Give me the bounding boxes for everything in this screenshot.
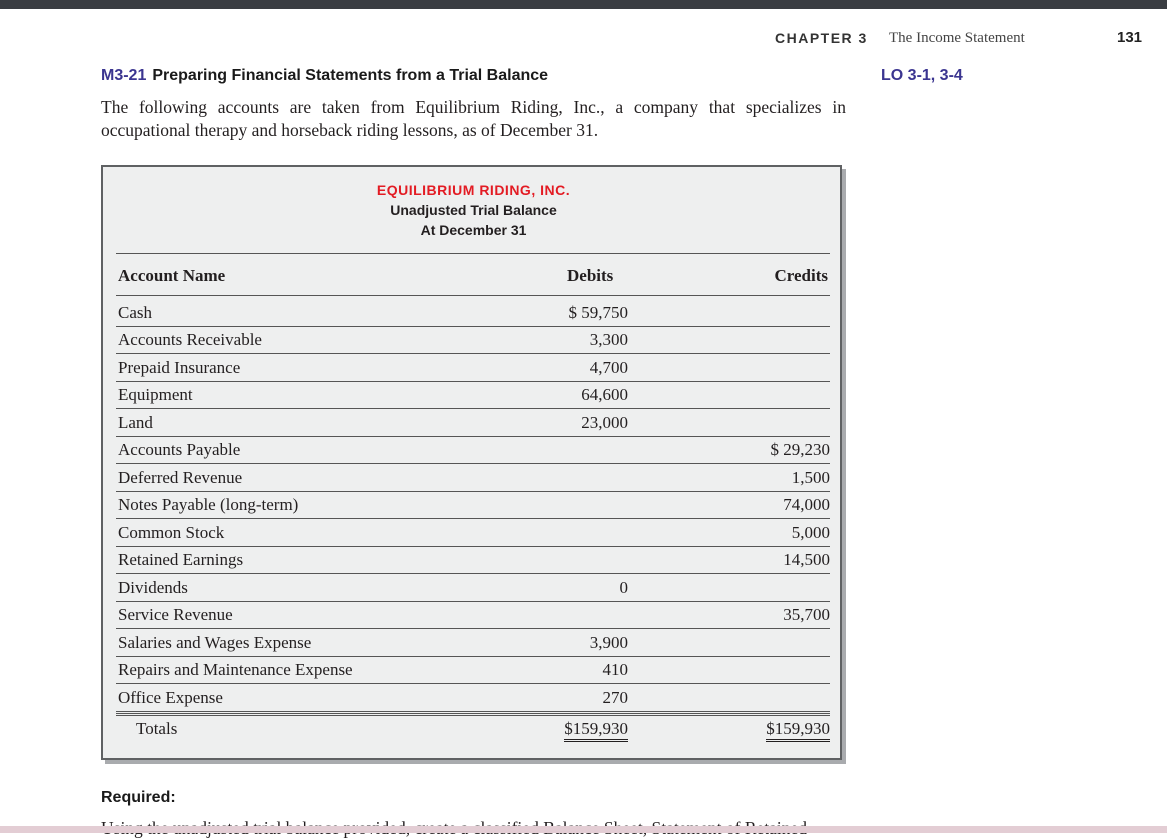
table-row — [116, 602, 830, 630]
debit-cell: 270 — [602, 687, 628, 707]
account-name-cell: Deferred Revenue — [118, 467, 243, 487]
running-head — [0, 30, 1167, 50]
credit-cell: 5,000 — [791, 522, 830, 542]
table-row — [116, 354, 830, 382]
exercise-intro: The following accounts are taken from Equilibrium Riding, Inc., a company that specializes in occupational therapy and horseback riding lessons, as of December 31. — [101, 97, 846, 140]
total-debits: $159,930 — [564, 719, 628, 742]
account-name-cell: Equipment — [118, 385, 193, 404]
table-row — [116, 657, 830, 685]
table-header — [116, 253, 830, 296]
debit-cell: 4,700 — [589, 357, 628, 377]
table-row — [116, 327, 830, 355]
credits-column-header: Credits — [774, 266, 828, 285]
account-name-cell: Repairs and Maintenance Expense — [118, 660, 353, 679]
table-row — [116, 574, 830, 602]
account-name-cell: Service Revenue — [118, 605, 233, 624]
credit-cell: 1,500 — [791, 467, 830, 487]
table-row — [116, 492, 830, 520]
exercise-heading — [101, 67, 548, 85]
required-heading: Required: — [101, 789, 176, 806]
table-row — [116, 684, 830, 712]
account-name-cell: Cash — [118, 302, 152, 322]
debit-cell: 3,300 — [589, 330, 628, 349]
chapter-title: The Income Statement — [889, 30, 1025, 46]
table-row — [116, 382, 830, 410]
account-name-cell: Prepaid Insurance — [118, 357, 241, 377]
debit-cell: 64,600 — [581, 385, 628, 404]
debit-cell: 3,900 — [589, 632, 628, 652]
account-name-cell: Accounts Payable — [118, 440, 241, 459]
debits-column-header: Debits — [567, 266, 614, 285]
statement-title: Unadjusted Trial Balance — [390, 202, 557, 218]
required-text — [101, 817, 846, 826]
account-name-cell: Salaries and Wages Expense — [118, 632, 312, 652]
account-column-header: Account Name — [118, 266, 226, 285]
statement-date: At December 31 — [420, 222, 527, 238]
credit-cell: $ 29,230 — [770, 440, 830, 459]
account-name-cell: Land — [118, 412, 153, 432]
totals-row — [116, 713, 830, 745]
credit-cell: 14,500 — [783, 550, 830, 569]
table-body — [116, 299, 830, 712]
credit-cell: 35,700 — [783, 605, 830, 624]
trial-balance-heading — [103, 180, 844, 240]
total-debits-cell — [558, 719, 628, 739]
account-name-cell: Notes Payable (long-term) — [118, 495, 299, 514]
totals-label: Totals — [136, 718, 178, 738]
exercise-title: Preparing Financial Statements from a Trial Balance — [152, 67, 549, 84]
table-row — [116, 437, 830, 465]
bottom-bar — [0, 826, 1167, 833]
table-row — [116, 547, 830, 575]
trial-balance-table — [116, 253, 830, 745]
account-name-cell: Dividends — [118, 577, 188, 597]
company-name: EQUILIBRIUM RIDING, INC. — [376, 182, 571, 198]
credit-cell: 74,000 — [783, 495, 830, 514]
account-name-cell: Common Stock — [118, 522, 225, 542]
table-row — [116, 629, 830, 657]
page-number: 131 — [1117, 29, 1143, 46]
learning-objective: LO 3-1, 3-4 — [881, 67, 963, 84]
table-row — [116, 299, 830, 327]
chapter-label: CHAPTER 3 — [775, 30, 868, 46]
debit-cell: $ 59,750 — [568, 302, 628, 322]
debit-cell: 23,000 — [581, 412, 628, 432]
account-name-cell: Retained Earnings — [118, 550, 244, 569]
account-name-cell: Office Expense — [118, 687, 223, 707]
table-row — [116, 409, 830, 437]
account-name-cell: Accounts Receivable — [118, 330, 262, 349]
exercise-number: M3-21 — [101, 67, 147, 84]
debit-cell: 0 — [619, 577, 628, 597]
total-credits-cell — [740, 719, 830, 739]
trial-balance-box — [101, 165, 842, 760]
table-row — [116, 519, 830, 547]
debit-cell: 410 — [602, 660, 628, 679]
total-credits: $159,930 — [766, 719, 830, 742]
top-bar — [0, 0, 1167, 9]
table-row — [116, 464, 830, 492]
